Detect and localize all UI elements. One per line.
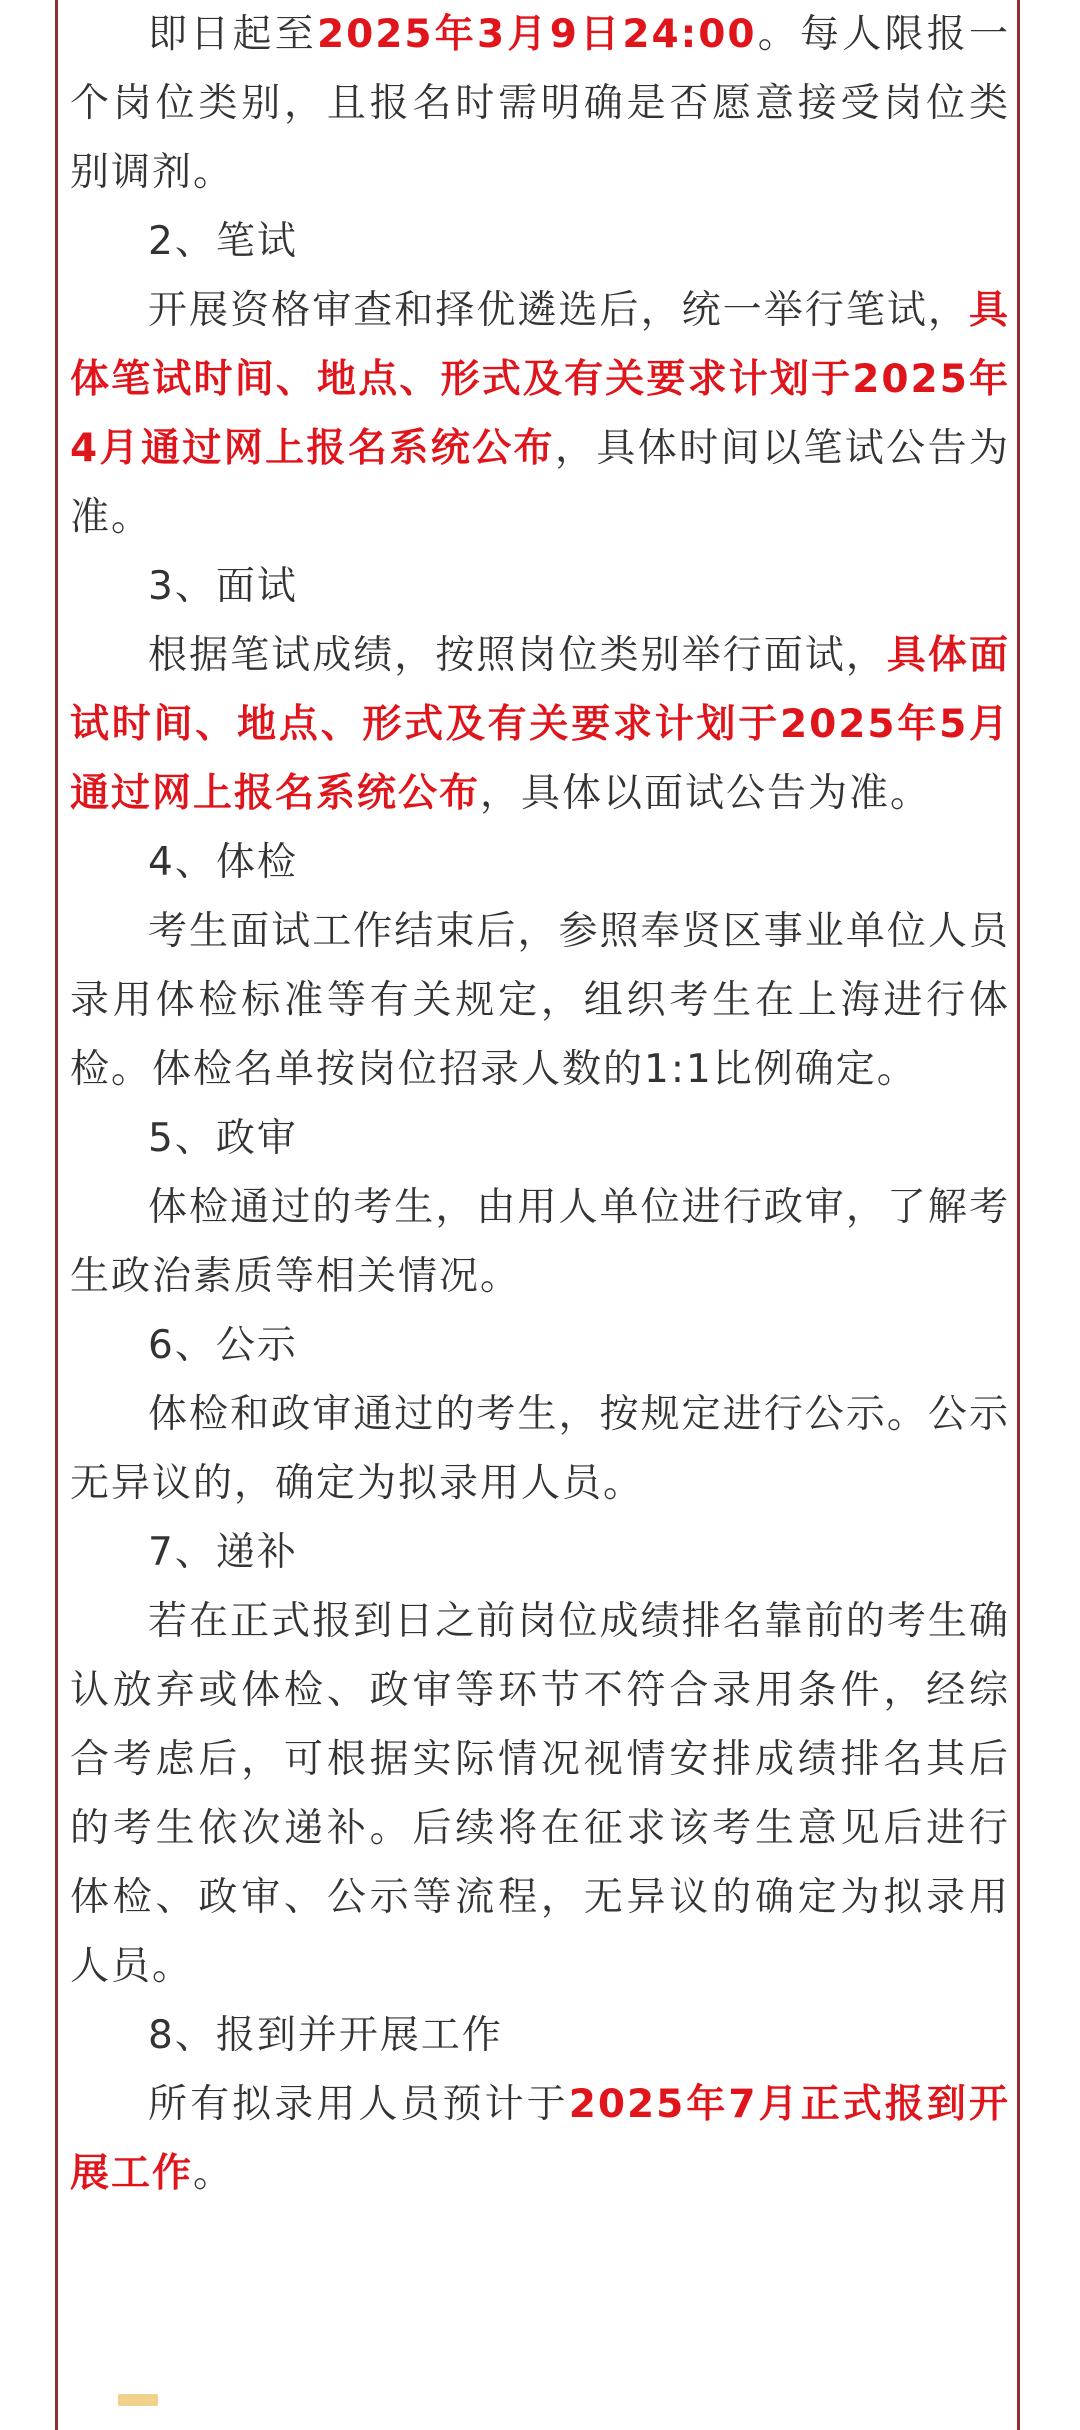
- interview-paragraph: [70, 621, 1010, 828]
- political-review-paragraph: 体检通过的考生，由用人单位进行政审，了解考生政治素质等相关情况。: [70, 1185, 1010, 1299]
- text-span: 根据笔试成绩，按照岗位类别举行面试，: [148, 633, 887, 678]
- report-highlight: 2025年7月正式报到开展工作: [70, 2082, 1010, 2196]
- text-span: ，具体时间以笔试公告为准。: [70, 426, 1010, 540]
- substitution-paragraph: 若在正式报到日之前岗位成绩排名靠前的考生确认放弃或体检、政审等环节不符合录用条件，经综合考虑后，可根据实际情况视情安排成绩排名其后的考生依次递补。后续将在征求该考生意见后进行体检、政审、公示等流程，无异议的确定为拟录用人员。: [70, 1599, 1010, 1989]
- text-span: 。每人限报一个岗位类别，且报名时需明确是否愿意接受岗位类别调剂。: [70, 12, 1010, 195]
- section-heading-political-review: 5、政审: [148, 1116, 298, 1161]
- interview-highlight: 具体面试时间、地点、形式及有关要求计划于2025年5月通过网上报名系统公布: [70, 633, 1010, 816]
- text-span: 即日起至: [148, 12, 318, 57]
- text-span: ，具体以面试公告为准。: [480, 771, 932, 816]
- section-heading-written-exam: 2、笔试: [148, 219, 298, 264]
- section-heading-publicity: 6、公示: [148, 1323, 298, 1368]
- text-span: 所有拟录用人员预计于: [148, 2082, 569, 2127]
- section-heading-interview: 3、面试: [148, 564, 298, 609]
- written-exam-paragraph: [70, 276, 1010, 552]
- medical-paragraph: 考生面试工作结束后，参照奉贤区事业单位人员录用体检标准等有关规定，组织考生在上海进行体检。体检名单按岗位招录人数的1:1比例确定。: [70, 909, 1010, 1092]
- text-span: 。: [193, 2151, 235, 2196]
- text-span: 开展资格审查和择优遴选后，统一举行笔试，: [148, 288, 969, 333]
- section-heading-report: 8、报到并开展工作: [148, 2013, 503, 2058]
- exam-highlight: 具体笔试时间、地点、形式及有关要求计划于2025年4月通过网上报名系统公布: [70, 288, 1010, 471]
- report-paragraph: [70, 2070, 1010, 2208]
- article-body: [70, 0, 1010, 2208]
- registration-paragraph: [70, 0, 1010, 207]
- publicity-paragraph: 体检和政审通过的考生，按规定进行公示。公示无异议的，确定为拟录用人员。: [70, 1392, 1010, 1506]
- section-heading-medical: 4、体检: [148, 840, 298, 885]
- deadline-highlight: 2025年3月9日24:00: [317, 12, 757, 57]
- section-heading-substitution: 7、递补: [148, 1530, 298, 1575]
- decorative-marker: [118, 2394, 158, 2406]
